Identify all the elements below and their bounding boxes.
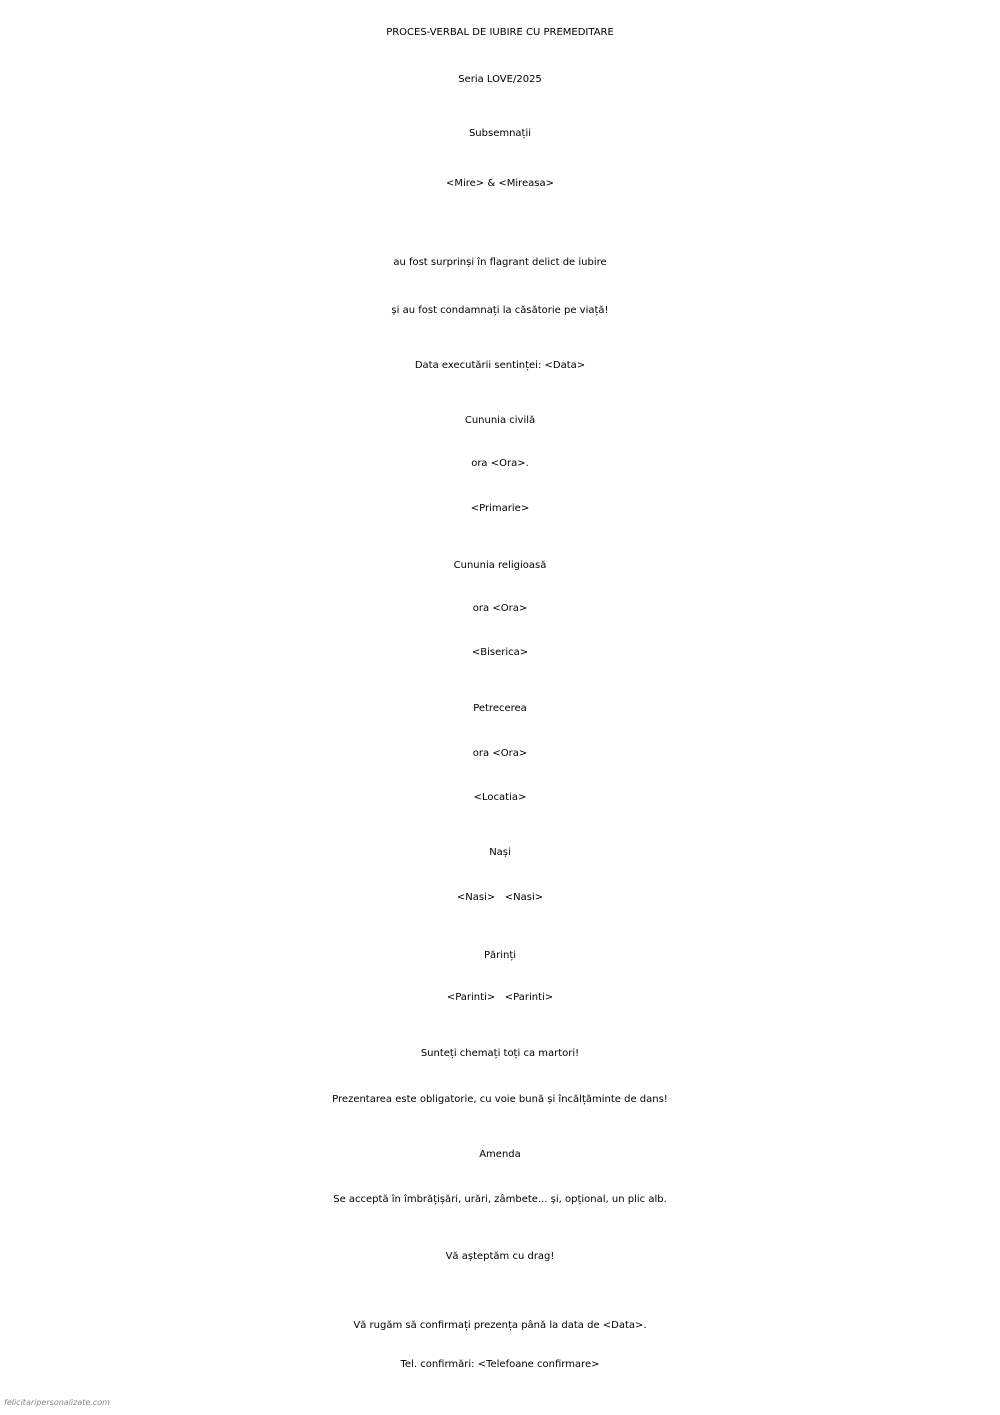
rsvp-note: Vă rugăm să confirmați prezența până la data de <Data>. [353, 1320, 647, 1331]
couple-names: <Mire> & <Mireasa> [445, 178, 555, 189]
civil-ceremony-time: ora <Ora>. [471, 458, 529, 469]
verdict-line-2: și au fost condamnați la căsătorie pe viață! [391, 305, 609, 316]
execution-date: Data executării sentinței: <Data> [414, 360, 586, 371]
parents-names: <Parinti> <Parinti> [446, 992, 554, 1003]
religious-ceremony-heading: Cununia religioasă [453, 560, 547, 571]
fine-heading: Amenda [479, 1149, 521, 1160]
site-watermark: felicitaripersonalizate.com [4, 1398, 110, 1407]
civil-ceremony-heading: Cununia civilă [464, 415, 536, 426]
witnesses-line-1: Sunteți chemați toți ca martori! [420, 1048, 580, 1059]
parents-heading: Părinți [483, 950, 517, 961]
party-place: <Locatia> [473, 792, 527, 803]
party-heading: Petrecerea [473, 703, 527, 714]
religious-ceremony-place: <Biserica> [471, 647, 529, 658]
verdict-line-1: au fost surprinși în flagrant delict de iubire [393, 257, 607, 268]
party-time: ora <Ora> [472, 748, 528, 759]
civil-ceremony-place: <Primarie> [470, 503, 530, 514]
document-title: PROCES-VERBAL DE IUBIRE CU PREMEDITARE [386, 27, 614, 38]
undersigned-label: Subsemnații [468, 128, 532, 139]
series-number: Seria LOVE/2025 [458, 74, 542, 85]
godparents-heading: Nași [489, 847, 511, 858]
fine-text: Se acceptă în îmbrățișări, urări, zâmbete... și, opțional, un plic alb. [333, 1194, 667, 1205]
godparents-names: <Nasi> <Nasi> [456, 892, 544, 903]
religious-ceremony-time: ora <Ora> [472, 603, 528, 614]
witnesses-line-2: Prezentarea este obligatorie, cu voie bună și încălțăminte de dans! [332, 1094, 668, 1105]
rsvp-phones: Tel. confirmări: <Telefoane confirmare> [400, 1359, 600, 1370]
closing-greeting: Vă așteptăm cu drag! [445, 1251, 555, 1262]
